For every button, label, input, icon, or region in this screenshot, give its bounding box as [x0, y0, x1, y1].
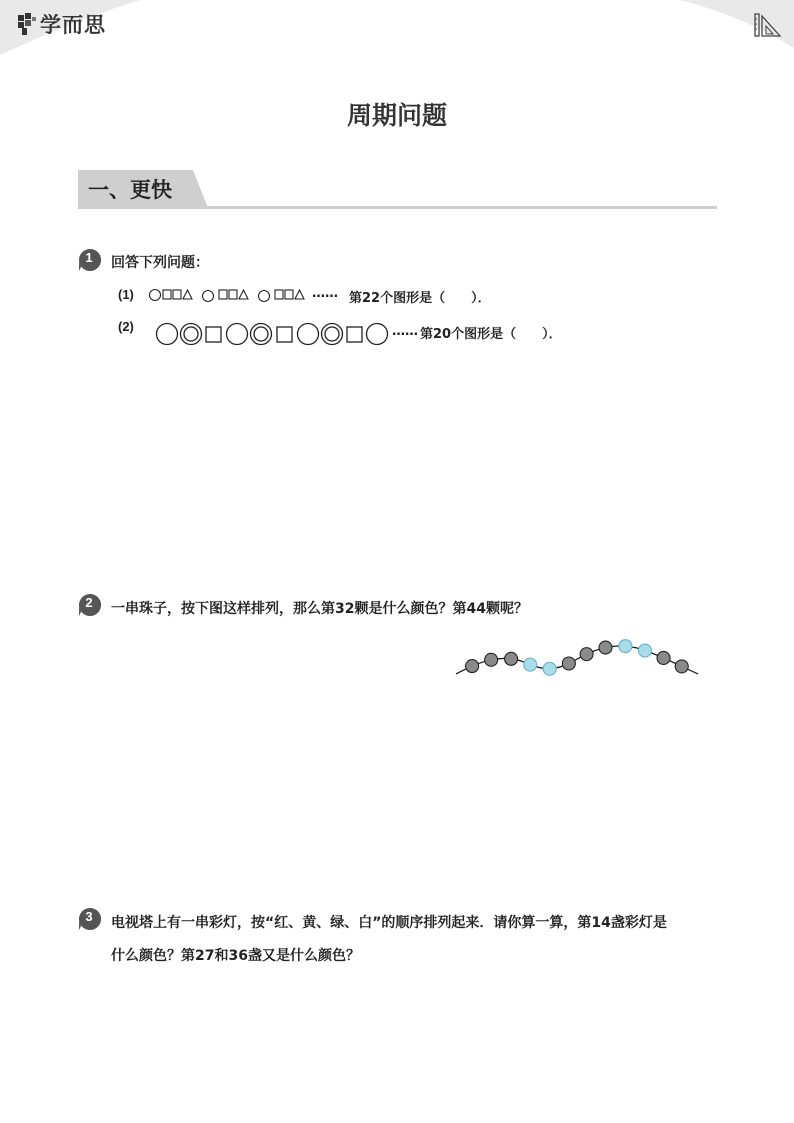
square-shape — [163, 290, 171, 299]
circle-shape — [203, 291, 214, 302]
logo-text: 学而思 — [40, 13, 106, 37]
circle-shape — [298, 324, 319, 345]
square-shape — [219, 290, 227, 299]
question-1-text: 回答下列问题： — [111, 255, 209, 271]
question-1-part-2-prompt: 第20个图形是（ ）． — [420, 327, 562, 342]
triangle-shape — [183, 290, 192, 299]
question-3-badge — [78, 907, 102, 931]
bead-blue — [524, 658, 537, 671]
bead-gray — [675, 660, 688, 673]
section-header — [78, 170, 717, 210]
ruler-set-square-icon — [754, 12, 782, 38]
question-2-number: 2 — [85, 595, 93, 610]
question-1-part-2-dots: …… — [392, 324, 418, 339]
question-1-part-1-prompt: 第22个图形是（ ）． — [349, 291, 491, 306]
bead-blue — [638, 644, 651, 657]
header-corner-shade — [0, 0, 794, 60]
xueersi-logo-icon — [16, 11, 38, 37]
question-3-line-2: 什么颜色？第27和36盏又是什么颜色？ — [111, 948, 360, 964]
bead-gray — [580, 648, 593, 661]
question-2-badge — [78, 593, 102, 617]
triangle-shape — [239, 290, 248, 299]
square-shape — [277, 327, 292, 342]
square-shape — [347, 327, 362, 342]
question-1-part-1-label: (1) — [118, 287, 134, 302]
bead-string-illustration — [452, 632, 702, 684]
circle-shape — [367, 324, 388, 345]
bead-blue — [543, 662, 556, 675]
square-shape — [275, 290, 283, 299]
square-shape — [285, 290, 293, 299]
question-2-text: 一串珠子，按下图这样排列，那么第32颗是什么颜色？第44颗呢？ — [111, 601, 528, 617]
question-1-part-2-label: (2) — [118, 319, 134, 334]
section-title: 一、更快 — [88, 178, 172, 202]
bead-gray — [657, 651, 670, 664]
bead-blue — [619, 640, 632, 653]
question-1-number: 1 — [85, 250, 93, 265]
shape-sequence-2 — [154, 320, 390, 348]
circle-shape — [157, 324, 178, 345]
bead-gray — [466, 660, 479, 673]
page-title: 周期问题 — [346, 101, 447, 130]
shape-sequence-1 — [146, 286, 314, 304]
question-3-number: 3 — [85, 909, 93, 924]
bead-gray — [599, 641, 612, 654]
question-1-part-1-dots: …… — [312, 286, 338, 301]
question-1-badge — [78, 248, 102, 272]
square-shape — [229, 290, 237, 299]
circle-shape — [227, 324, 248, 345]
square-shape — [173, 290, 181, 299]
circle-shape — [150, 290, 161, 301]
question-3-line-1: 电视塔上有一串彩灯，按“红、黄、绿、白”的顺序排列起来．请你算一算，第14盏彩灯是 — [111, 915, 667, 931]
section-divider — [78, 206, 717, 209]
bead-gray — [505, 652, 518, 665]
circle-shape — [259, 291, 270, 302]
square-shape — [206, 327, 221, 342]
triangle-shape — [295, 290, 304, 299]
brand-logo — [16, 10, 106, 38]
bead-gray — [562, 657, 575, 670]
bead-gray — [485, 653, 498, 666]
